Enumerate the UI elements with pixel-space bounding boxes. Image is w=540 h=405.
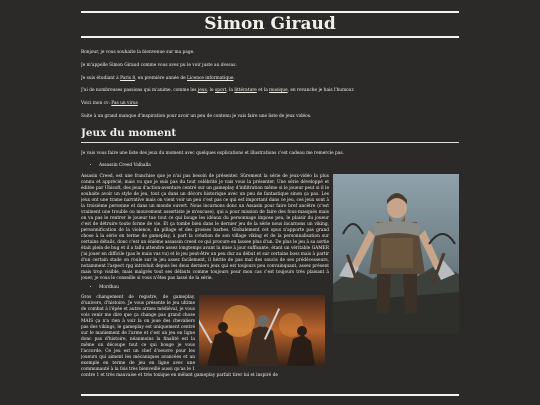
sport-link[interactable]: sport (214, 88, 227, 94)
game-description-1: Assasin Creed, est une franchise que je n'ai pas besoin de présenter. Sûrement la série de jeux-vidéo la plus connu et apprécié, mais vu que je suis pas du tout celèbrité je vais vous la présenter. Une série développé et éditée par Ubisoft, des jeux d'action-aventure centré sur un gameplay d'infiltration même si le joueur peut si il le souhaite avoir un style de jeu, tout ça dans un décors historique avec un peu de fantastique sinon ça pas. Les jeux ont une trame narrative mais on vient voir un peu c'est pas ce qui est important dans ce jeu, ces jeux sont à la troisième personne et dans un monde ouvert. Nous incarnons donc un Assasin pour faire bref ancêtre (c'est vraiment une trouble ou mouvement assertiste je m'excuse), qui a pour mission de faire des fous-masqués mais on va pas le rentrer le joueur tue tout ce qui bouge les idéaux du personnage impose peu, le plaisir du joueur c'est de détruire toute forme de vie. Et ça tombe bien dans le dernier jeu de la série nous incarnons un viking, personnification de la violence, du pillage et des grosses barbes. Globalement cet opus n'apporte pas grand chose à la série en terme de gameplay, à part la création de son village viking et de la personnalisation sur certains détails, donc c'est un énième assassin creed ce qui procure en lassee plus d'un. De plus le jeu à sa sortie était plein de bug et il a fallu attendre assez longtemps avant la mise à jour suffisante, étant un véritable GAMER j'ai jouer en difficile (pas le mais vas vu) et le jeu peut-être un peu dur au début et sur certains boss mais à partir d'un certain stade on roule sur le jeu assez facilement, il hérite de pas mal des soucis de ses prédécesseurs, notamment l'aspect rpg introduit depuis les deux derniers jeux qui est toujours peu convainquant, assez présent mais trop visible, mais malgrés tout ses défauts comme toujours pour mon cas c'est toujours très plaisant à jouer, je vous le conseille si vous n'êtes pas lassé de la série. (81, 173, 329, 281)
name-paragraph (81, 63, 459, 69)
cv-text: Voici mon cv: (81, 101, 110, 107)
footer-rule (81, 394, 459, 396)
cv-paragraph (81, 101, 459, 107)
passions-end: , en revanche je hais l'humour. (287, 88, 355, 94)
game-article-1 (81, 174, 459, 282)
study-period: . (233, 75, 235, 81)
list-item: • Assassin Creed Valhalla (99, 163, 459, 169)
game-list-1 (81, 163, 459, 169)
musique-link[interactable]: musique (269, 88, 288, 94)
list-item: • Mordhau (99, 285, 459, 291)
suite-text: Suite à un grand manque d'inspiration pour avoir un peu de contenu je vais faire une liste de jeux vidéos. (81, 113, 312, 119)
paris8-link[interactable]: Paris 8 (120, 75, 136, 81)
litterature-link[interactable]: littérature (234, 88, 257, 94)
section-rule (81, 142, 459, 143)
passions-sep: et la (258, 88, 268, 94)
section-intro: Je vais vous faire une liste des jeux du moment avec quelques explications et illustrations c'est cadeau me remercie pas. (81, 150, 344, 156)
passions-sep: , la (226, 88, 233, 94)
name-period: . (235, 62, 237, 68)
knight-battle-image (199, 295, 325, 366)
jeux-link[interactable]: jeux (197, 88, 207, 94)
passions-paragraph (81, 88, 459, 94)
page-container (81, 11, 459, 405)
cv-link[interactable]: Pas un virus (111, 101, 138, 107)
knight-illustration-icon (199, 295, 325, 366)
welcome-text: Bonjour, je vous souhaite la bienvenue sur ma page. (81, 50, 195, 55)
title-bottom-rule (81, 36, 459, 38)
game-description-2: Gros changement de registre, de gameplay, d'univers, d'histoire. Je vous présente le jeu ultime de combat à l'épée et autre armes médiéval, je vous vois venir me dire que ça change pas grand chose MAIS ça n'a rien à voir la on joue des chevaliers pas des vikings, le gameplay est uniquement centré sur le maniement de l'arme et c'est un jeu en ligne donc pas d'histoire, néanmoins la finalité est la même on découpe tout ce qui bouge je vous l'accorde. Ce jeu est un chef d'oeuvre pour les joueurs qui aiment les mécaniques avancées et un exemple en terme de jeu en ligne avec une communauté à la fois très bienveillé aussi qu'as le 1 contre 1 et très mauvaise et très toxique en mêlant gameplay parfait tirer lui et inspiré de (81, 294, 278, 378)
passions-text: J'ai de nombreuses passions qui m'anime, comme les (81, 88, 197, 94)
study-mid-text: , en première année de (135, 75, 186, 81)
licence-link[interactable]: Licence informatique (187, 75, 234, 81)
section-title: Jeux du moment (81, 126, 177, 139)
study-paragraph (81, 76, 459, 82)
page-title: Simon Giraud (204, 14, 336, 34)
study-text: Je suis étudiant à (81, 75, 119, 81)
name-text: Je m'appelle Simon Giraud comme vous avez pu le voir juste au (81, 62, 220, 68)
title-top-rule (81, 11, 459, 13)
passions-sep: , le (206, 88, 214, 94)
name-emphasis: dessus (220, 62, 236, 68)
game-article-2 (81, 295, 459, 379)
intro-section (81, 50, 459, 120)
